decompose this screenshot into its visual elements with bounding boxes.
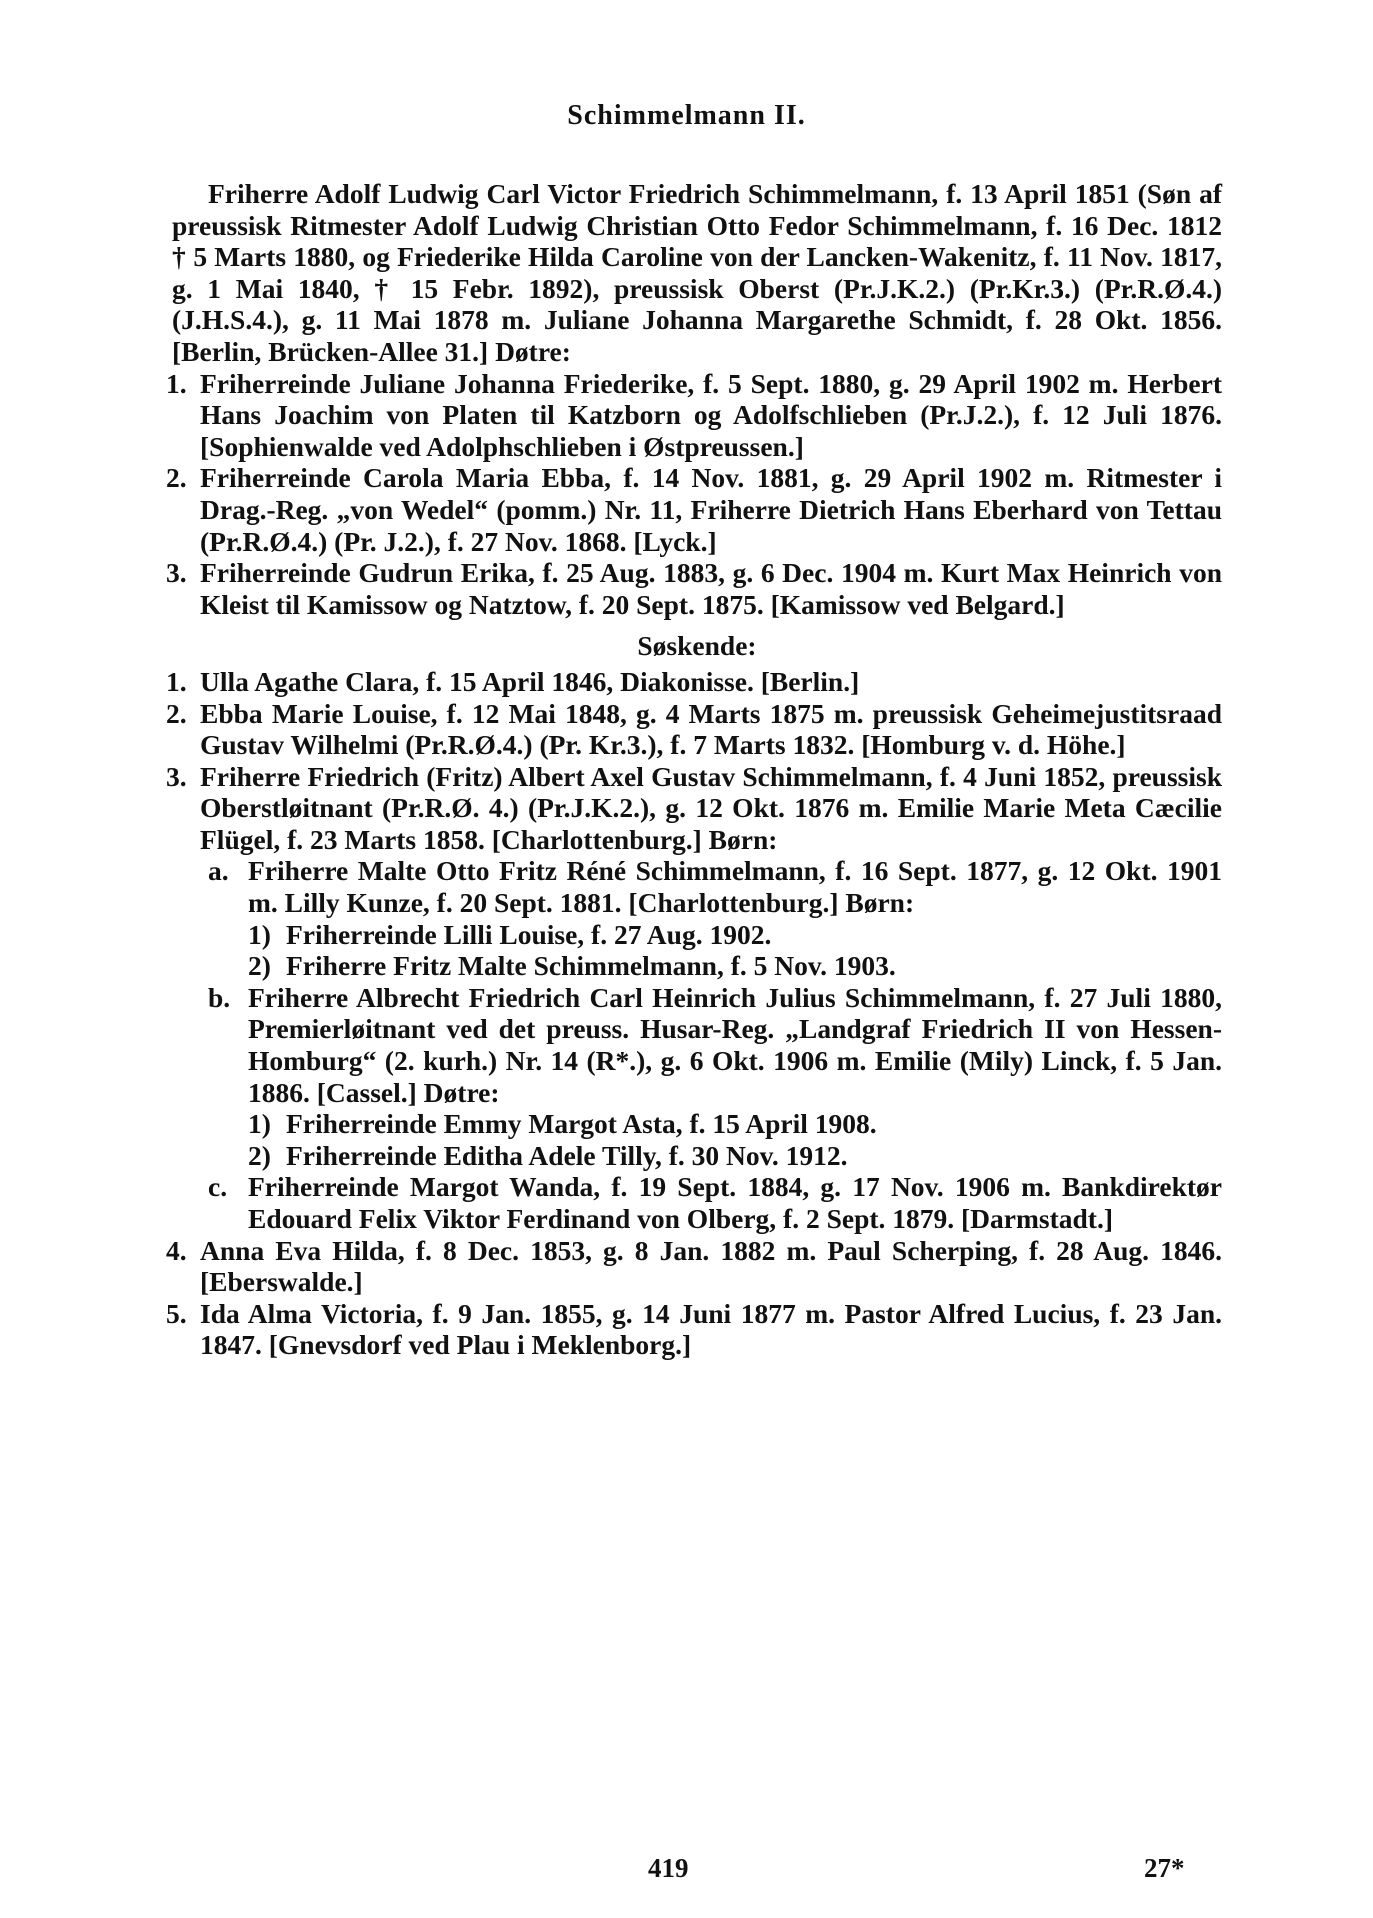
item-text: Friherreinde Emmy Margot Asta, f. 15 April 1908. [286,1108,877,1140]
item-text: Friherreinde Lilli Louise, f. 27 Aug. 1902. [286,918,772,950]
item-number: a. [208,855,229,887]
page-number: 419 [648,1853,689,1883]
item-number: 2) [248,950,271,982]
item-number: 2. [166,697,187,729]
item-text: Friherre Malte Otto Fritz Réné Schimmelmann, f. 16 Sept. 1877, g. 12 Okt. 1901 m. Lilly Kunze, f. 20 Sept. 1881. [Charlottenburg.] Børn: [248,855,1222,919]
item-text: Friherreinde Editha Adele Tilly, f. 30 Nov. 1912. [286,1139,848,1171]
list-item [166,367,1222,463]
list-item [166,665,1222,698]
list-item [166,462,1222,557]
list-item [208,982,1222,1108]
item-text: Friherre Friedrich (Fritz) Albert Axel Gustav Schimmelmann, f. 4 Juni 1852, preussisk Oberstløitnant (Pr.R.Ø. 4.) (Pr.J.K.2.), g. 12 Okt. 1876 m. Emilie Marie Meta Cæcilie Flügel, f. 23 Marts 1858. [Charlottenburg.] Børn: [200,760,1222,855]
item-number: 4. [166,1234,187,1266]
item-number: b. [208,981,231,1013]
item-text: Friherre Albrecht Friedrich Carl Heinrich Julius Schimmelmann, f. 27 Juli 1880, Premierløitnant ved det preuss. Husar-Reg. „Landgraf Friedrich II von Hessen-Homburg“ (2. kurh.) Nr. 14 (R*.), g. 6 Okt. 1906 m. Emilie (Mily) Linck, f. 5 Jan. 1886. [Cassel.] Døtre: [248,981,1222,1108]
item-number: 5. [166,1297,187,1329]
page-title: Schimmelmann II. [567,100,806,131]
item-text: Ida Alma Victoria, f. 9 Jan. 1855, g. 14 Juni 1877 m. Pastor Alfred Lucius, f. 23 Jan. 1847. [Gnevsdorf ved Plau i Meklenborg.] [200,1297,1222,1361]
list-item [166,1234,1222,1298]
item-text: Friherreinde Margot Wanda, f. 19 Sept. 1884, g. 17 Nov. 1906 m. Bankdirektør Edouard Felix Viktor Ferdinand von Olberg, f. 2 Sept. 1879. [Darmstadt.] [248,1171,1222,1234]
entry-body [166,178,1222,1361]
list-item [166,1297,1222,1361]
item-number: c. [208,1171,228,1203]
signature-mark: 27* [1144,1853,1185,1883]
siblings-heading: Søskende: [637,630,757,662]
list-item [248,950,1222,982]
list-item [248,1140,1222,1172]
list-item [166,697,1222,761]
item-number: 2) [248,1139,271,1171]
item-text: Friherre Fritz Malte Schimmelmann, f. 5 Nov. 1903. [286,950,896,982]
item-number: 1. [166,367,187,399]
list-item [208,855,1222,918]
daughters-list [166,367,1222,621]
item-text: Anna Eva Hilda, f. 8 Dec. 1853, g. 8 Jan. 1882 m. Paul Scherping, f. 28 Aug. 1846. [Eberswalde.] [200,1234,1222,1298]
item-text: Friherreinde Juliane Johanna Friederike, f. 5 Sept. 1880, g. 29 April 1902 m. Herbert Hans Joachim von Platen til Katzborn og Adolfschlieben (Pr.J.2.), f. 12 Juli 1876. [Sophienwalde ved Adolphschlieben i Østpreussen.] [200,367,1222,462]
list-item [208,1171,1222,1234]
item-text: Friherreinde Gudrun Erika, f. 25 Aug. 1883, g. 6 Dec. 1904 m. Kurt Max Heinrich von Kleist til Kamissow og Natztow, f. 20 Sept. 1875. [Kamissow ved Belgard.] [200,557,1222,620]
list-item [166,557,1222,620]
item-number: 2. [166,462,187,494]
item-text: Friherreinde Carola Maria Ebba, f. 14 Nov. 1881, g. 29 April 1902 m. Ritmester i Drag.-Reg. „von Wedel“ (pomm.) Nr. 11, Friherre Dietrich Hans Eberhard von Tettau (Pr.R.Ø.4.) (Pr. J.2.), f. 27 Nov. 1868. [Lyck.] [200,462,1222,557]
item-text: Ebba Marie Louise, f. 12 Mai 1848, g. 4 Marts 1875 m. preussisk Geheimejustitsraad Gustav Wilhelmi (Pr.R.Ø.4.) (Pr. Kr.3.), f. 7 Marts 1832. [Homburg v. d. Höhe.] [200,697,1222,761]
siblings-list [166,665,1222,1361]
item-number: 1. [166,665,187,697]
list-item [248,1108,1222,1140]
item-text: Ulla Agathe Clara, f. 15 April 1846, Diakonisse. [Berlin.] [200,665,860,697]
list-item [248,919,1222,951]
item-number: 1) [248,1108,271,1140]
page-footer [0,1853,1373,1889]
item-number: 3. [166,760,187,792]
intro-paragraph: Friherre Adolf Ludwig Carl Victor Friedrich Schimmelmann, f. 13 April 1851 (Søn af preussisk Ritmester Adolf Ludwig Christian Otto Fedor Schimmelmann, f. 16 Dec. 1812 † 5 Marts 1880, og Friederike Hilda Caroline von der Lancken-Wakenitz, f. 11 Nov. 1817, g. 1 Mai 1840, † 15 Febr. 1892), preussisk Oberst (Pr.J.K.2.) (Pr.Kr.3.) (Pr.R.Ø.4.) (J.H.S.4.), g. 11 Mai 1878 m. Juliane Johanna Margarethe Schmidt, f. 28 Okt. 1856. [Berlin, Brücken-Allee 31.] Døtre: [172,178,1222,367]
item-number: 1) [248,918,271,950]
item-number: 3. [166,557,187,589]
list-item [166,760,1222,856]
